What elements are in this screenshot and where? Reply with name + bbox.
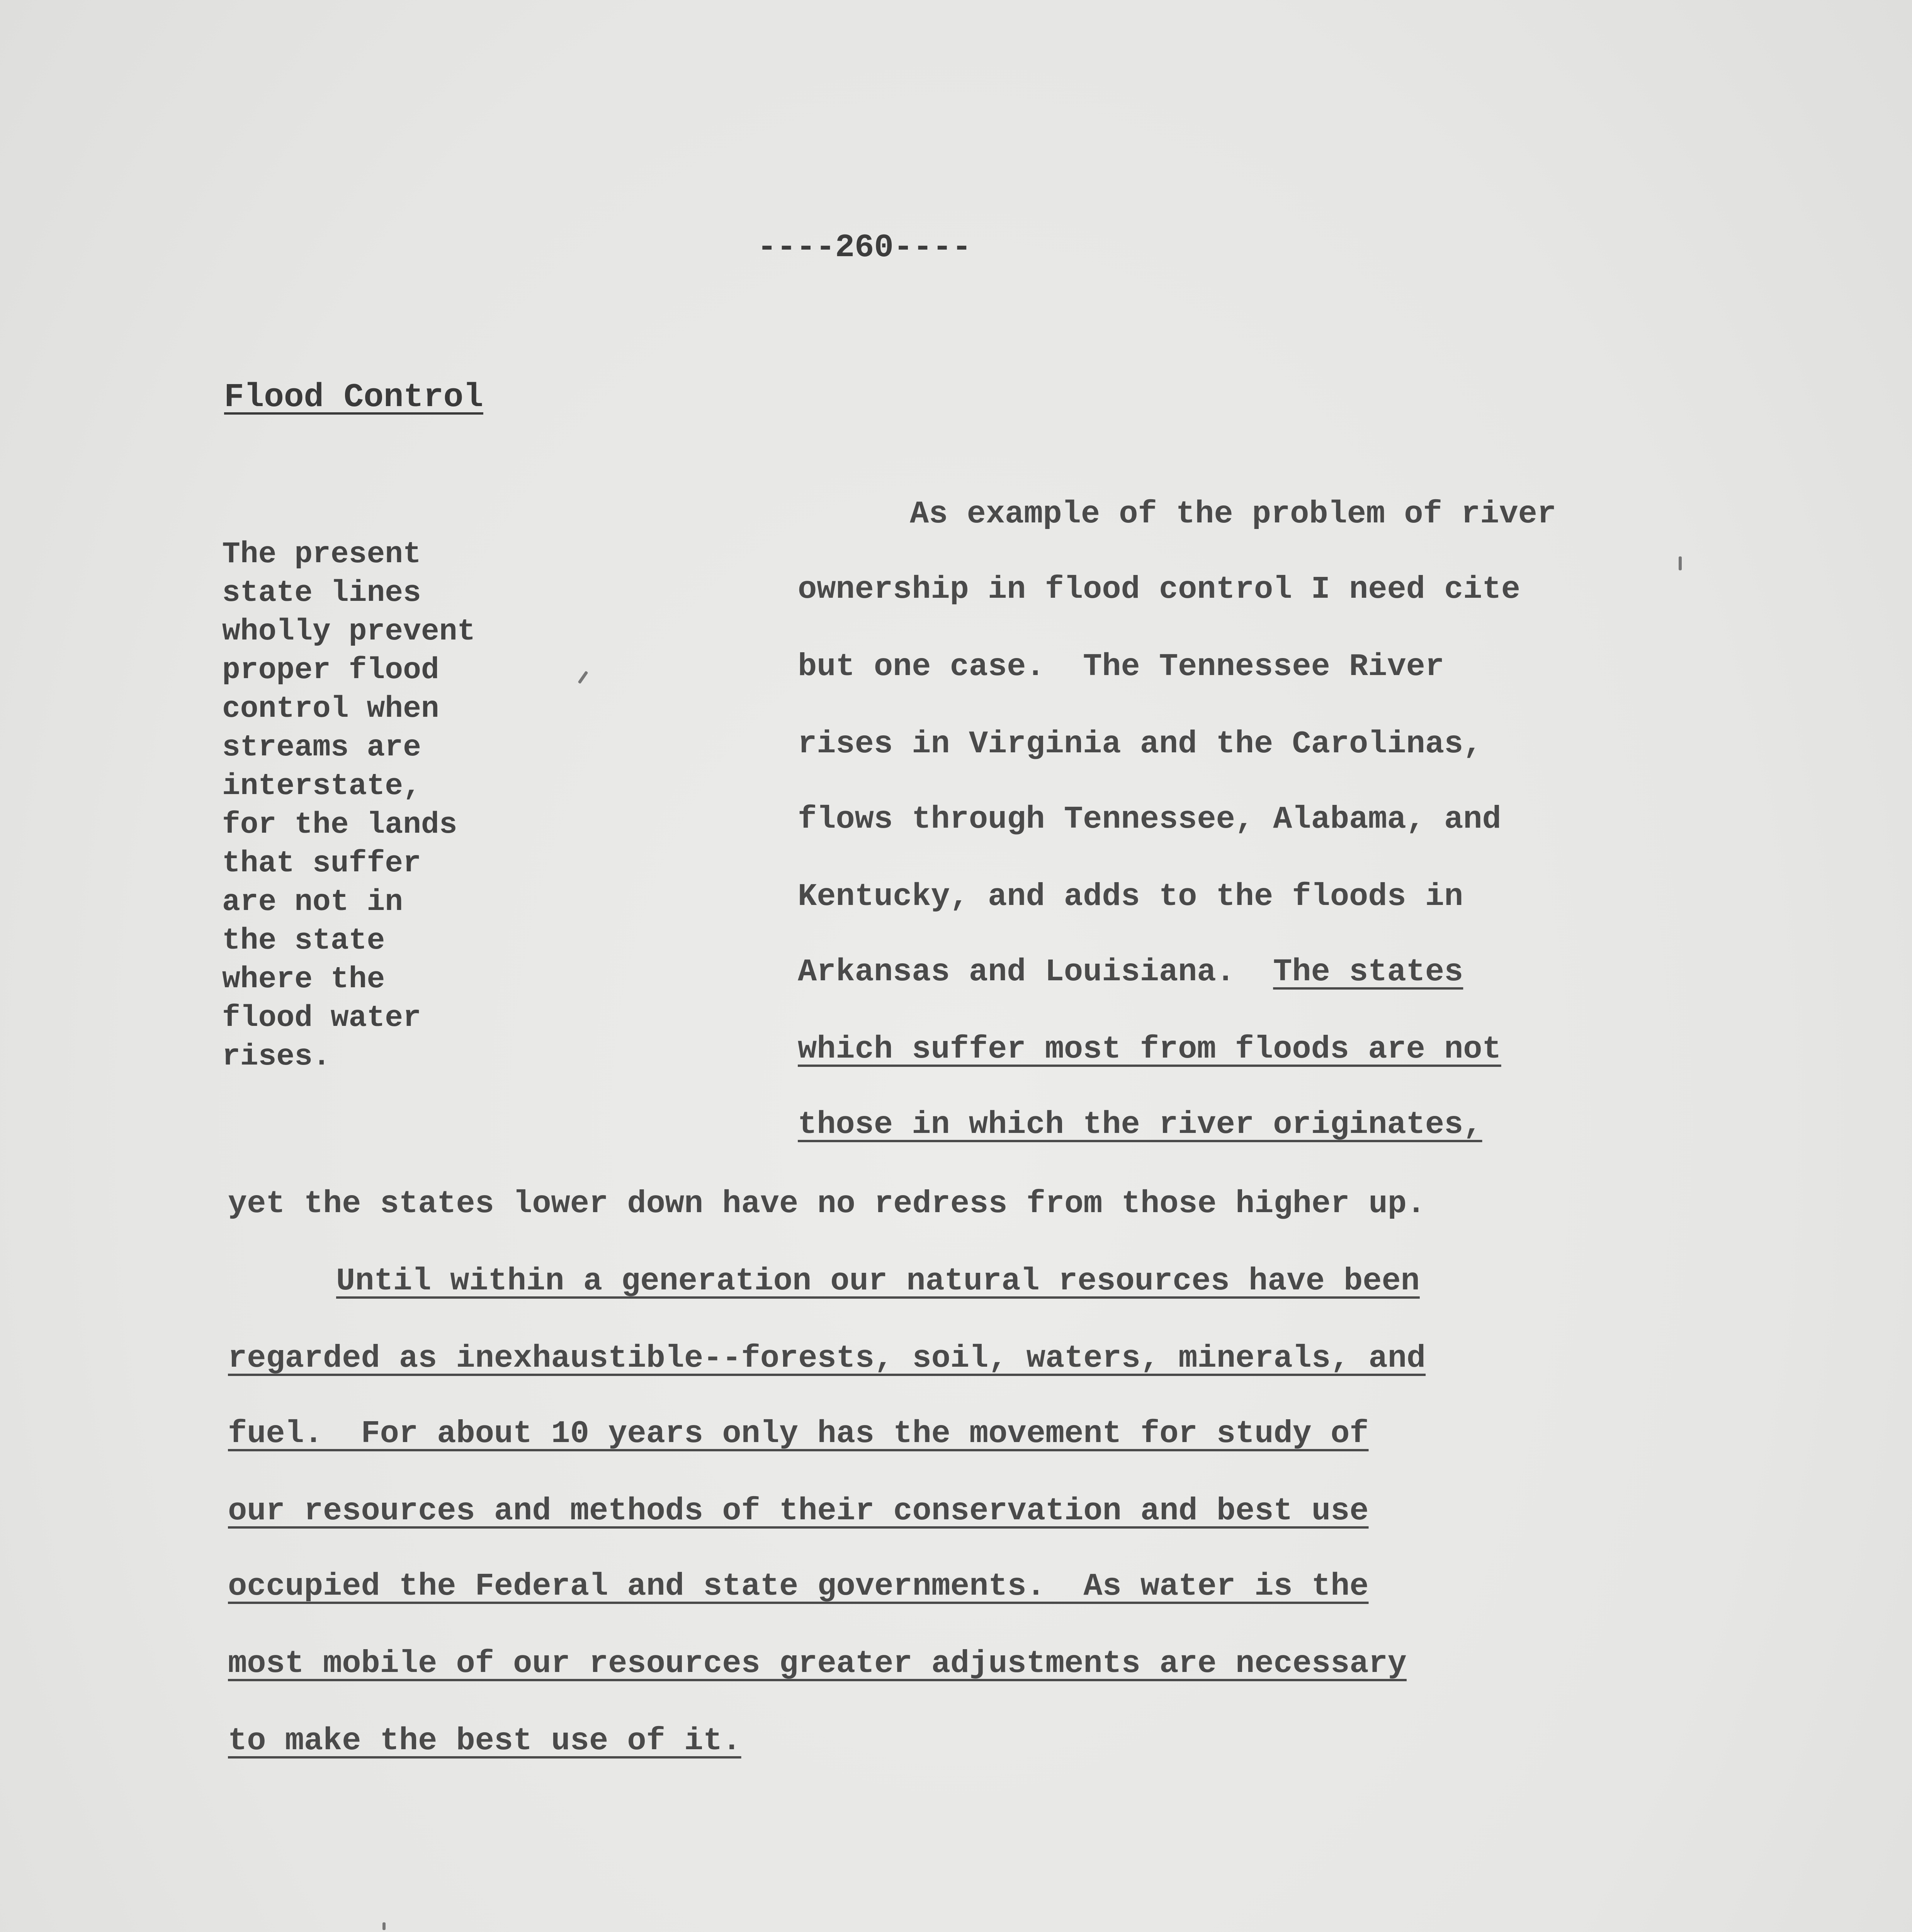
paragraph2-line-underlined: regarded as inexhaustible--forests, soil, waters, minerals, and xyxy=(228,1340,1426,1376)
margin-note-line: interstate, xyxy=(222,769,421,803)
margin-note-line: rises. xyxy=(222,1040,331,1074)
section-heading: Flood Control xyxy=(224,378,483,416)
stray-mark xyxy=(1679,556,1682,570)
paragraph1-line: As example of the problem of river xyxy=(910,496,1557,532)
margin-note-line: proper flood xyxy=(222,653,439,687)
paragraph2-line-underlined: occupied the Federal and state governments. As water is the xyxy=(228,1568,1369,1604)
paragraph1-line: rises in Virginia and the Carolinas, xyxy=(798,726,1482,762)
margin-note-line: for the lands xyxy=(222,808,457,842)
margin-note-line: the state xyxy=(222,924,385,958)
stray-mark xyxy=(578,671,588,684)
paragraph1-line-plain: Arkansas and Louisiana. xyxy=(798,954,1273,990)
margin-note-line: are not in xyxy=(222,885,403,919)
margin-note-line: where the xyxy=(222,963,385,997)
paragraph1-line xyxy=(798,956,1463,988)
paragraph1-line: flows through Tennessee, Alabama, and xyxy=(798,801,1501,837)
paragraph2-line-underlined: fuel. For about 10 years only has the movement for study of xyxy=(228,1416,1369,1452)
margin-note-line: flood water xyxy=(222,1001,421,1035)
paragraph1-line: yet the states lower down have no redress from those higher up. xyxy=(228,1186,1426,1222)
paragraph1-line-underlined: The states xyxy=(1273,954,1463,990)
margin-note-line: control when xyxy=(222,692,439,726)
paragraph2-line-underlined: Until within a generation our natural resources have been xyxy=(336,1263,1420,1299)
margin-note-line: streams are xyxy=(222,731,421,765)
paragraph2-line-underlined: most mobile of our resources greater adjustments are necessary xyxy=(228,1646,1407,1682)
margin-note-line: state lines xyxy=(222,576,421,610)
paragraph1-line: but one case. The Tennessee River xyxy=(798,649,1445,685)
margin-note-line: that suffer xyxy=(222,847,421,881)
paragraph2-line-underlined: to make the best use of it. xyxy=(228,1723,741,1759)
paragraph1-line-underlined: those in which the river originates, xyxy=(798,1107,1482,1143)
margin-note-line: wholly prevent xyxy=(222,615,476,649)
page-number: ----260---- xyxy=(757,230,972,266)
paragraph1-line: ownership in flood control I need cite xyxy=(798,571,1520,607)
stray-mark xyxy=(382,1922,386,1930)
paragraph2-line-underlined: our resources and methods of their conservation and best use xyxy=(228,1493,1369,1529)
margin-note xyxy=(222,535,475,1076)
paragraph1-line: Kentucky, and adds to the floods in xyxy=(798,879,1463,915)
paragraph1-line-underlined: which suffer most from floods are not xyxy=(798,1031,1501,1067)
margin-note-line: The present xyxy=(222,537,421,571)
